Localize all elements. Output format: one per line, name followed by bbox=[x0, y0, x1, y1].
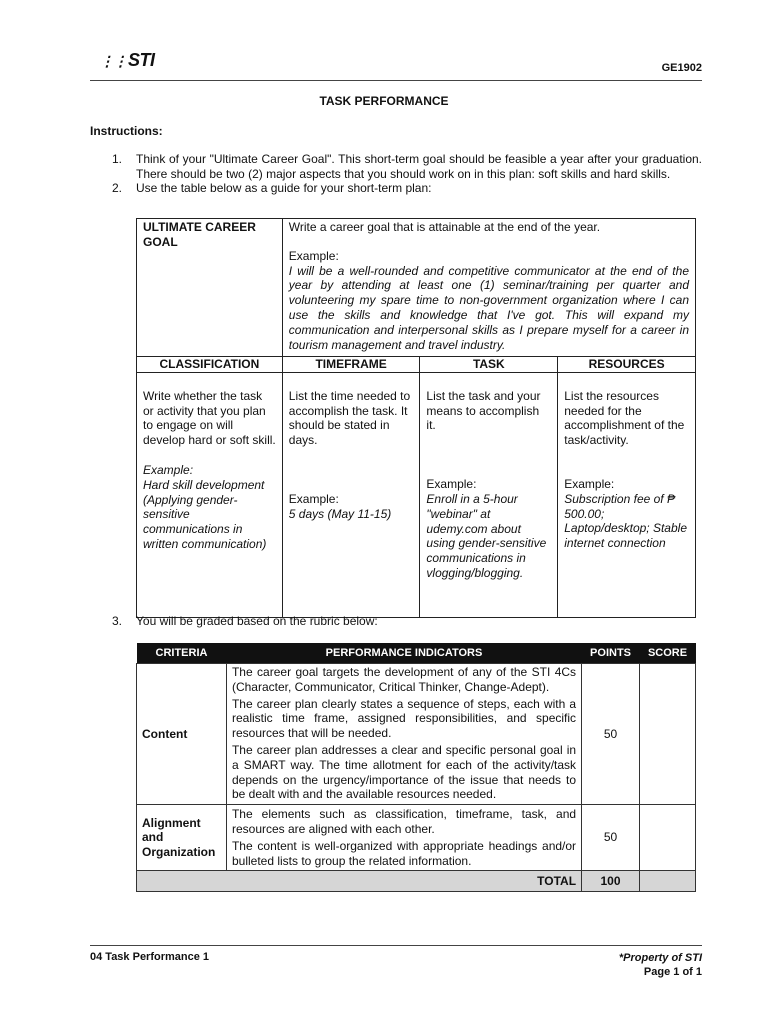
rubric-header-criteria: CRITERIA bbox=[137, 643, 227, 664]
goal-row bbox=[137, 219, 696, 357]
classification-desc: Write whether the task or activity that you plan to engage on will develop hard or soft skill. bbox=[143, 388, 276, 448]
item-text: Think of your "Ultimate Career Goal". This short-term goal should be feasible a year after your graduation. There should be two (2) major aspects that you should work on in this plan: soft skills and hard skills. bbox=[136, 152, 702, 181]
resources-example-label: Example: bbox=[564, 476, 615, 491]
logo-text: STI bbox=[128, 50, 155, 70]
instruction-list bbox=[90, 152, 702, 196]
total-label: TOTAL bbox=[137, 871, 582, 892]
total-points: 100 bbox=[582, 871, 640, 892]
header-task: TASK bbox=[420, 357, 558, 373]
classification-example-label: Example: bbox=[143, 462, 194, 477]
timeframe-example: 5 days (May 11-15) bbox=[288, 506, 392, 521]
header-classification: CLASSIFICATION bbox=[137, 357, 283, 373]
rubric-header-row bbox=[137, 643, 696, 664]
plan-body-row bbox=[137, 372, 696, 617]
header-resources: RESOURCES bbox=[558, 357, 696, 373]
instruction-item bbox=[90, 181, 702, 196]
header-divider bbox=[90, 80, 702, 81]
document-code: GE1902 bbox=[661, 62, 702, 74]
rubric-row-content bbox=[137, 664, 696, 805]
indicator-text: The career goal targets the development of any of the STI 4Cs (Character, Communicator, Critical Thinker, Change-Adept). bbox=[231, 665, 577, 694]
resources-example: Subscription fee of ₱ 500.00; Laptop/desktop; Stable internet connection bbox=[564, 491, 687, 551]
rubric-table bbox=[136, 643, 696, 892]
rubric-header-indicators: PERFORMANCE INDICATORS bbox=[226, 643, 581, 664]
header-timeframe: TIMEFRAME bbox=[282, 357, 420, 373]
indicator-text: The content is well-organized with appropriate headings and/or bulleted lists to group the related information. bbox=[231, 838, 577, 868]
instruction-list-continued bbox=[90, 614, 702, 629]
footer-doc-title: 04 Task Performance 1 bbox=[90, 951, 210, 963]
item-text: Use the table below as a guide for your short-term plan: bbox=[136, 181, 432, 195]
instruction-item bbox=[90, 152, 702, 181]
goal-cell bbox=[282, 219, 695, 357]
resources-desc: List the resources needed for the accomplishment of the task/activity. bbox=[564, 388, 685, 448]
instruction-item bbox=[90, 614, 702, 629]
indicator-text: The elements such as classification, timeframe, task, and resources are aligned with each other. bbox=[231, 807, 577, 836]
rubric-header-score: SCORE bbox=[640, 643, 696, 664]
score-content[interactable] bbox=[640, 664, 696, 805]
page-title: TASK PERFORMANCE bbox=[319, 94, 449, 108]
indicators-content bbox=[226, 664, 581, 805]
footer-divider bbox=[90, 945, 702, 946]
rubric-row-alignment bbox=[137, 805, 696, 871]
goal-prompt: Write a career goal that is attainable at the end of the year. bbox=[288, 220, 601, 234]
rubric-header-points: POINTS bbox=[582, 643, 640, 664]
rubric-total-row bbox=[137, 871, 696, 892]
item-number: 3. bbox=[112, 614, 123, 628]
task-example: Enroll in a 5-hour "webinar" at udemy.com about using gender-sensitive communications in vlogging/blogging. bbox=[426, 491, 547, 580]
footer-property: *Property of STI bbox=[618, 952, 702, 964]
item-number: 2. bbox=[112, 181, 123, 195]
resources-cell bbox=[558, 372, 696, 617]
task-example-label: Example: bbox=[426, 477, 477, 492]
goal-label: ULTIMATE CAREER GOAL bbox=[137, 219, 283, 357]
sti-logo: ⋮⋮STI bbox=[100, 50, 155, 70]
plan-header-row bbox=[137, 357, 696, 373]
goal-example-label: Example: bbox=[288, 248, 339, 263]
instructions-label: Instructions: bbox=[90, 124, 163, 138]
item-number: 1. bbox=[112, 152, 123, 166]
points-content: 50 bbox=[582, 664, 640, 805]
task-cell bbox=[420, 372, 558, 617]
score-alignment[interactable] bbox=[640, 805, 696, 871]
total-score bbox=[640, 871, 696, 892]
short-term-plan-table bbox=[136, 218, 696, 618]
timeframe-cell bbox=[282, 372, 420, 617]
task-desc: List the task and your means to accomplish it. bbox=[426, 388, 541, 433]
criteria-content: Content bbox=[137, 664, 227, 805]
points-alignment: 50 bbox=[582, 805, 640, 871]
classification-example: Hard skill development (Applying gender-sensitive communications in written communication) bbox=[143, 477, 267, 551]
timeframe-desc: List the time needed to accomplish the task. It should be stated in days. bbox=[288, 388, 411, 448]
criteria-alignment: Alignment and Organization bbox=[137, 805, 227, 871]
footer-page-number: Page 1 of 1 bbox=[643, 966, 702, 978]
item-text: You will be graded based on the rubric below: bbox=[136, 614, 378, 628]
footer-right bbox=[619, 951, 702, 979]
indicators-alignment bbox=[226, 805, 581, 871]
classification-cell bbox=[137, 372, 283, 617]
goal-example: I will be a well-rounded and competitive communicator at the end of the year by attending at least one (1) seminar/training per quarter and volunteering my spare time to non-government organization where I can use the skills and knowledge that I've got. This will expand my communication and interpersonal skills as I prepare myself for a career in tourism management and travel industry. bbox=[288, 263, 689, 352]
indicator-text: The career plan addresses a clear and specific personal goal in a SMART way. The time allotment for each of the activity/task depends on the urgency/importance of the issue that needs to be dealt with and the available resources needed. bbox=[231, 742, 577, 802]
indicator-text: The career plan clearly states a sequence of steps, each with a realistic time frame, assigned responsibilities, and specific resources that will be needed. bbox=[231, 696, 577, 741]
timeframe-example-label: Example: bbox=[288, 491, 339, 506]
